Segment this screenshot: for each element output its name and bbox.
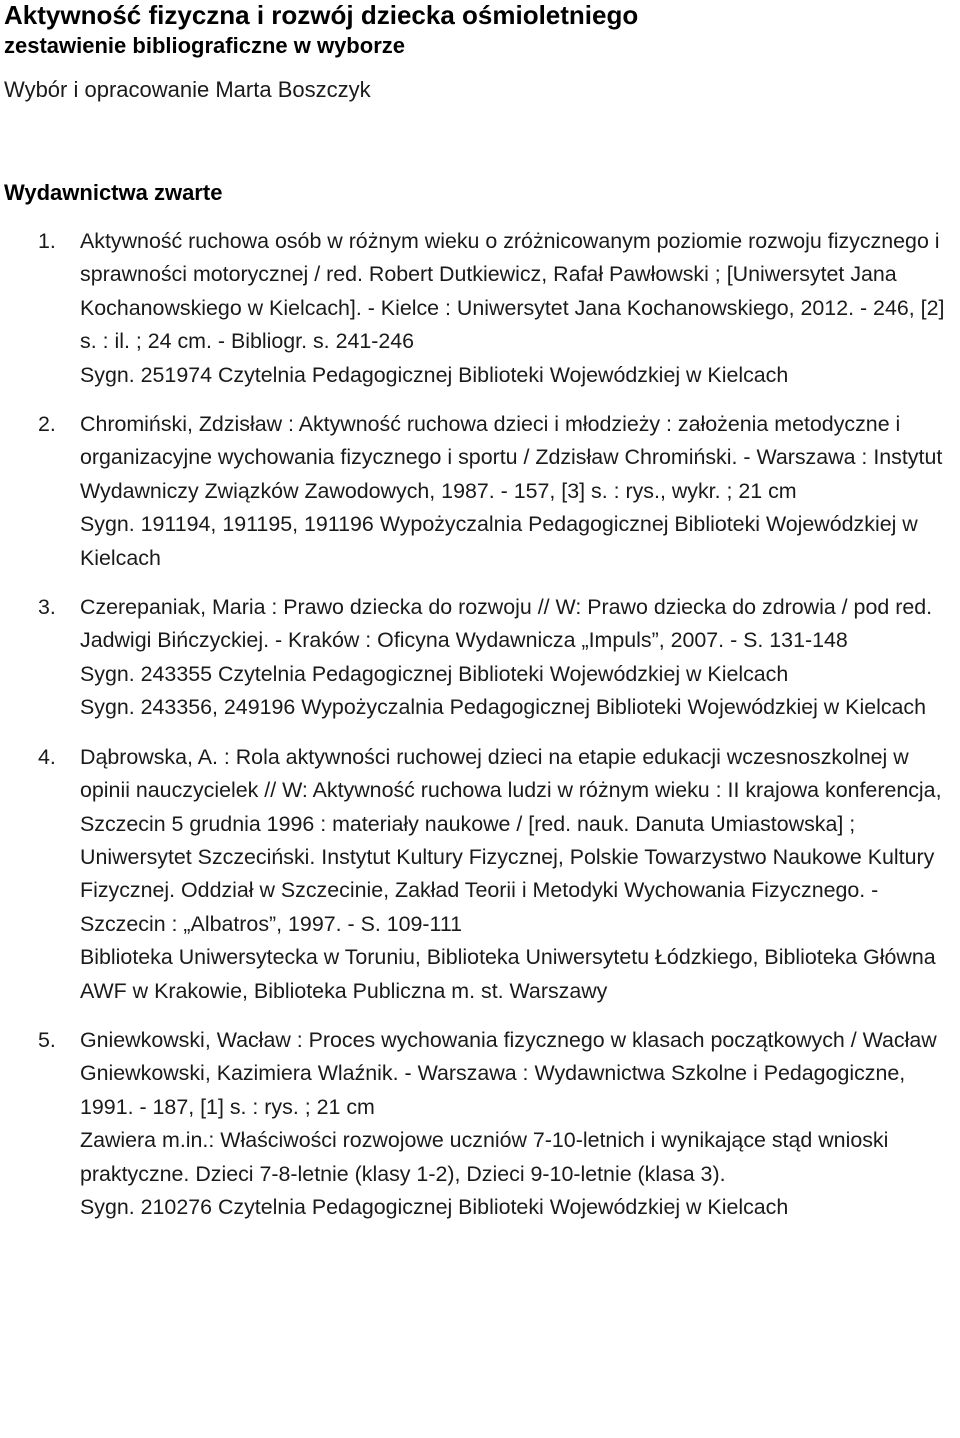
bibliography-entry [4,225,954,392]
entry-location: Sygn. 191194, 191195, 191196 Wypożyczalnia Pedagogicznej Biblioteki Wojewódzkiej w Kielcach [80,512,918,570]
bibliography-entry [4,1024,954,1224]
entry-number: 3. [38,595,56,620]
bibliography-entry [4,591,954,725]
bibliography-list [4,225,954,1224]
bibliography-entry [4,408,954,575]
entry-description: Dąbrowska, A. : Rola aktywności ruchowej dzieci na etapie edukacji wczesnoszkolnej w opinii nauczycielek // W: Aktywność ruchowa ludzi w różnym wieku : II krajowa konferencja, Szczecin 5 grudnia 1996 : materiały naukowe / [red. nauk. Danuta Umiastowska] ; Uniwersytet Szczeciński. Instytut Kultury Fizycznej, Polskie Towarzystwo Naukowe Kultury Fizycznej. Oddział w Szczecinie, Zakład Teorii i Metodyki Wychowania Fizycznego. - Szczecin : „Albatros”, 1997. - S. 109-111 [80,744,942,936]
entry-number: 4. [38,744,56,769]
entry-number: 2. [38,412,56,437]
entry-location: Sygn. 243355 Czytelnia Pedagogicznej Biblioteki Wojewódzkiej w Kielcach [80,661,789,686]
document-subtitle: zestawienie bibliograficzne w wyborze [4,33,405,58]
entry-location: Biblioteka Uniwersytecka w Toruniu, Biblioteka Uniwersytetu Łódzkiego, Biblioteka Główna AWF w Krakowie, Biblioteka Publiczna m. st. Warszawy [80,945,936,1003]
entry-number: 5. [38,1027,56,1052]
entry-number: 1. [38,229,56,253]
entry-description: Chromiński, Zdzisław : Aktywność ruchowa dzieci i młodzieży : założenia metodyczne i organizacyjne wychowania fizycznego i sportu / Zdzisław Chromiński. - Warszawa : Instytut Wydawniczy Związków Zawodowych, 1987. - 157, [3] s. : rys., wykr. ; 21 cm [80,412,943,503]
compiler-credit: Wybór i opracowanie Marta Boszczyk [4,77,371,102]
entry-contents-note: Zawiera m.in.: Właściwości rozwojowe uczniów 7-10-letnich i wynikające stąd wnioski praktyczne. Dzieci 7-8-letnie (klasy 1-2), Dzieci 9-10-letnie (klasa 3). [80,1128,889,1186]
entry-location: Sygn. 251974 Czytelnia Pedagogicznej Biblioteki Wojewódzkiej w Kielcach [80,362,789,387]
entry-location: Sygn. 210276 Czytelnia Pedagogicznej Biblioteki Wojewódzkiej w Kielcach [80,1194,789,1219]
section-heading: Wydawnictwa zwarte [4,180,223,205]
entry-description: Czerepaniak, Maria : Prawo dziecka do rozwoju // W: Prawo dziecka do zdrowia / pod red. Jadwigi Bińczyckiej. - Kraków : Oficyna Wydawnicza „Impuls”, 2007. - S. 131-148 [80,595,933,653]
document-title: Aktywność fizyczna i rozwój dziecka ośmioletniego [4,0,639,30]
entry-description: Gniewkowski, Wacław : Proces wychowania fizycznego w klasach początkowych / Wacław Gniewkowski, Kazimiera Wlaźnik. - Warszawa : Wydawnictwa Szkolne i Pedagogiczne, 1991. - 187, [1] s. : rys. ; 21 cm [80,1027,937,1119]
entry-location: Sygn. 243356, 249196 Wypożyczalnia Pedagogicznej Biblioteki Wojewódzkiej w Kielcach [80,695,927,720]
entry-description: Aktywność ruchowa osób w różnym wieku o zróżnicowanym poziomie rozwoju fizycznego i sprawności motorycznej / red. Robert Dutkiewicz, Rafał Pawłowski ; [Uniwersytet Jana Kochanowskiego w Kielcach]. - Kielce : Uniwersytet Jana Kochanowskiego, 2012. - 246, [2] s. : il. ; 24 cm. - Bibliogr. s. 241-246 [80,229,945,354]
bibliography-entry [4,741,954,1008]
